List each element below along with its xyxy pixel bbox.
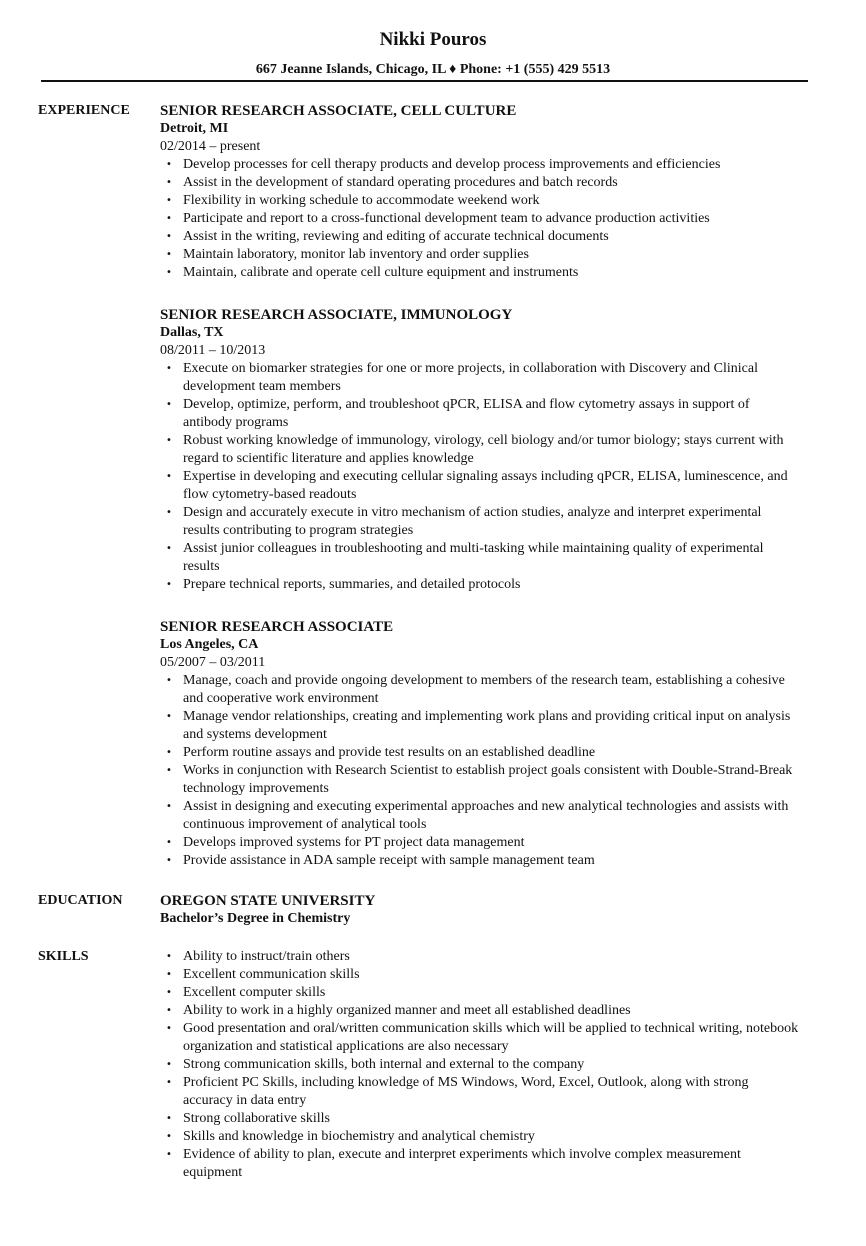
job-title: SENIOR RESEARCH ASSOCIATE, CELL CULTURE xyxy=(160,103,517,119)
bullet-item: • Provide assistance in ADA sample receipt with sample management team xyxy=(160,852,800,870)
experience-heading: EXPERIENCE xyxy=(38,103,130,118)
job-entry xyxy=(160,102,800,282)
bullet-item: • Maintain laboratory, monitor lab inventory and order supplies xyxy=(160,246,800,264)
education-heading: EDUCATION xyxy=(38,893,123,908)
skill-item: • Strong communication skills, both internal and external to the company xyxy=(160,1056,800,1074)
skill-item: • Ability to instruct/train others xyxy=(160,948,800,966)
education-section xyxy=(160,892,800,928)
bullet-item: • Manage, coach and provide ongoing development to members of the research team, establishing a cohesive and cooperative work environment xyxy=(160,672,800,708)
job-dates: 02/2014 – present xyxy=(160,139,261,154)
bullet-item: • Design and accurately execute in vitro mechanism of action studies, analyze and interpret experimental results contributing to program strategies xyxy=(160,504,800,540)
bullet-item: • Perform routine assays and provide test results on an established deadline xyxy=(160,744,800,762)
bullet-item: • Expertise in developing and executing cellular signaling assays including qPCR, ELISA, luminescence, and flow cytometry-based readouts xyxy=(160,468,800,504)
experience-section xyxy=(160,102,800,870)
skill-item: • Evidence of ability to plan, execute and interpret experiments which involve complex measurement equipment xyxy=(160,1146,800,1182)
bullet-item: • Manage vendor relationships, creating and implementing work plans and providing critical input on analysis and systems development xyxy=(160,708,800,744)
skill-item: • Strong collaborative skills xyxy=(160,1110,800,1128)
skill-item: • Good presentation and oral/written communication skills which will be applied to technical writing, notebook organization and statistical applications are also necessary xyxy=(160,1020,800,1056)
job-title: SENIOR RESEARCH ASSOCIATE xyxy=(160,619,394,635)
contact-line xyxy=(0,61,866,79)
phone-label: Phone: xyxy=(459,62,502,77)
job-bullets xyxy=(160,156,800,282)
resume-header xyxy=(0,28,866,79)
skill-item: • Excellent computer skills xyxy=(160,984,800,1002)
bullet-item: • Participate and report to a cross-functional development team to advance production activities xyxy=(160,210,800,228)
job-bullets xyxy=(160,672,800,870)
job-entry xyxy=(160,618,800,870)
header-divider xyxy=(41,80,808,82)
bullet-item: • Assist in the development of standard operating procedures and batch records xyxy=(160,174,800,192)
skill-item: • Excellent communication skills xyxy=(160,966,800,984)
job-bullets xyxy=(160,360,800,594)
job-title: SENIOR RESEARCH ASSOCIATE, IMMUNOLOGY xyxy=(160,307,513,323)
skills-heading: SKILLS xyxy=(38,949,89,964)
bullet-item: • Robust working knowledge of immunology, virology, cell biology and/or tumor biology; stays current with regard to scientific literature and applies knowledge xyxy=(160,432,800,468)
school-name: OREGON STATE UNIVERSITY xyxy=(160,893,376,909)
skill-item: • Skills and knowledge in biochemistry and analytical chemistry xyxy=(160,1128,800,1146)
bullet-item: • Maintain, calibrate and operate cell culture equipment and instruments xyxy=(160,264,800,282)
skill-item: • Ability to work in a highly organized manner and meet all established deadlines xyxy=(160,1002,800,1020)
bullet-item: • Develop processes for cell therapy products and develop process improvements and efficiencies xyxy=(160,156,800,174)
bullet-item: • Develop, optimize, perform, and troubleshoot qPCR, ELISA and flow cytometry assays in support of antibody programs xyxy=(160,396,800,432)
job-location: Los Angeles, CA xyxy=(160,637,259,652)
address: 667 Jeanne Islands, Chicago, IL xyxy=(255,62,446,77)
job-location: Detroit, MI xyxy=(160,121,229,136)
bullet-item: • Assist in the writing, reviewing and editing of accurate technical documents xyxy=(160,228,800,246)
diamond-separator-icon: ♦ xyxy=(449,62,457,77)
bullet-item: • Flexibility in working schedule to accommodate weekend work xyxy=(160,192,800,210)
job-location: Dallas, TX xyxy=(160,325,224,340)
job-dates: 05/2007 – 03/2011 xyxy=(160,655,266,670)
skills-section xyxy=(160,948,800,1182)
bullet-item: • Assist in designing and executing experimental approaches and new analytical technologies and assists with continuous improvement of analytical tools xyxy=(160,798,800,834)
job-dates: 08/2011 – 10/2013 xyxy=(160,343,266,358)
job-entry xyxy=(160,306,800,594)
phone-number: +1 (555) 429 5513 xyxy=(505,62,611,77)
bullet-item: • Execute on biomarker strategies for one or more projects, in collaboration with Discovery and Clinical development team members xyxy=(160,360,800,396)
bullet-item: • Develops improved systems for PT project data management xyxy=(160,834,800,852)
bullet-item: • Prepare technical reports, summaries, and detailed protocols xyxy=(160,576,800,594)
candidate-name: Nikki Pouros xyxy=(379,29,487,50)
bullet-item: • Works in conjunction with Research Scientist to establish project goals consistent with Double-Strand-Break technology improvements xyxy=(160,762,800,798)
bullet-item: • Assist junior colleagues in troubleshooting and multi-tasking while maintaining quality of experimental results xyxy=(160,540,800,576)
degree: Bachelor’s Degree in Chemistry xyxy=(160,911,351,926)
skill-item: • Proficient PC Skills, including knowledge of MS Windows, Word, Excel, Outlook, along with strong accuracy in data entry xyxy=(160,1074,800,1110)
skills-list xyxy=(160,948,800,1182)
